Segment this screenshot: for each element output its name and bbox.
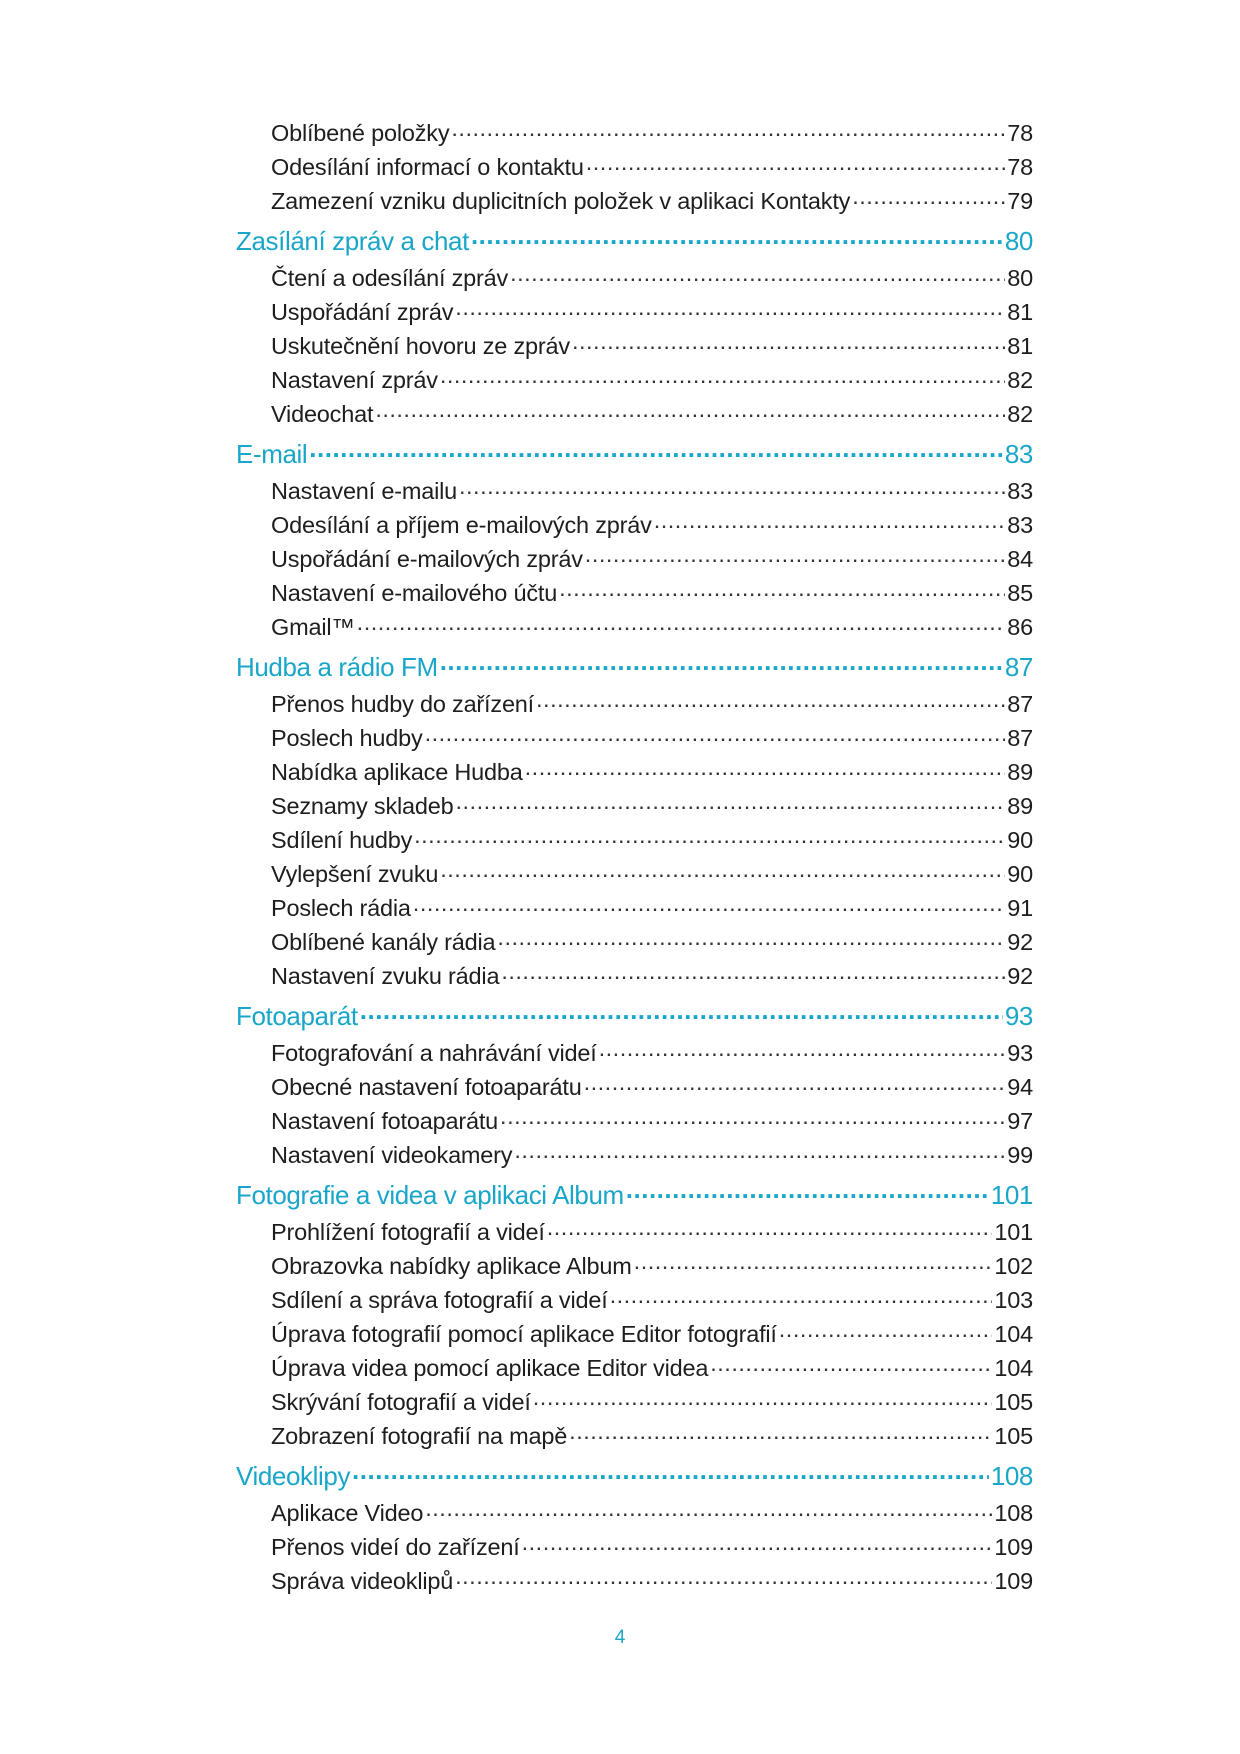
item-page-number: 83: [1007, 474, 1033, 508]
item-title: Odesílání a příjem e-mailových zpráv: [271, 508, 652, 542]
dot-leader: [634, 1251, 993, 1275]
toc-chapter-entry[interactable]: [236, 434, 1033, 474]
item-page-number: 87: [1007, 721, 1033, 755]
item-title: Oblíbené kanály rádia: [271, 925, 495, 959]
toc-item-entry[interactable]: [236, 610, 1033, 644]
dot-leader: [357, 612, 1006, 636]
item-page-number: 84: [1007, 542, 1033, 576]
item-title: Nastavení fotoaparátu: [271, 1104, 498, 1138]
item-page-number: 109: [994, 1530, 1033, 1564]
dot-leader: [352, 1459, 989, 1485]
page-number: 4: [614, 1627, 626, 1648]
toc-item-entry[interactable]: [236, 1070, 1033, 1104]
item-page-number: 93: [1007, 1036, 1033, 1070]
chapter-page-number: 87: [1005, 647, 1033, 687]
item-title: Odesílání informací o kontaktu: [271, 150, 584, 184]
dot-leader: [852, 186, 1005, 210]
toc-item-entry[interactable]: [236, 542, 1033, 576]
dot-leader: [626, 1178, 989, 1204]
item-title: Nastavení e-mailu: [271, 474, 457, 508]
item-title: Nastavení zvuku rádia: [271, 959, 499, 993]
item-page-number: 83: [1007, 508, 1033, 542]
toc-item-entry[interactable]: [236, 687, 1033, 721]
item-title: Uspořádání e-mailových zpráv: [271, 542, 583, 576]
toc-item-entry[interactable]: [236, 1530, 1033, 1564]
toc-section: [236, 116, 1033, 218]
dot-leader: [440, 859, 1005, 883]
toc-item-entry[interactable]: [236, 508, 1033, 542]
dot-leader: [599, 1038, 1006, 1062]
item-title: Úprava fotografií pomocí aplikace Editor fotografií: [271, 1317, 777, 1351]
item-title: Poslech rádia: [271, 891, 411, 925]
chapter-page-number: 93: [1005, 996, 1033, 1036]
toc-item-entry[interactable]: [236, 474, 1033, 508]
item-title: Nabídka aplikace Hudba: [271, 755, 523, 789]
item-page-number: 99: [1007, 1138, 1033, 1172]
item-title: Uspořádání zpráv: [271, 295, 453, 329]
item-title: Poslech hudby: [271, 721, 423, 755]
toc-item-entry[interactable]: [236, 576, 1033, 610]
item-title: Fotografování a nahrávání videí: [271, 1036, 597, 1070]
item-page-number: 80: [1007, 261, 1033, 295]
toc-section: [236, 1456, 1033, 1598]
chapter-title: Videoklipy: [236, 1456, 350, 1496]
item-page-number: 89: [1007, 755, 1033, 789]
toc-item-entry[interactable]: [236, 150, 1033, 184]
item-page-number: 91: [1007, 891, 1033, 925]
chapter-title: E-mail: [236, 434, 307, 474]
item-page-number: 109: [994, 1564, 1033, 1598]
item-page-number: 108: [994, 1496, 1033, 1530]
toc-item-entry[interactable]: [236, 789, 1033, 823]
toc-item-entry[interactable]: [236, 1104, 1033, 1138]
chapter-title: Hudba a rádio FM: [236, 647, 438, 687]
item-page-number: 78: [1007, 116, 1033, 150]
toc-section: [236, 996, 1033, 1172]
dot-leader: [451, 118, 1005, 142]
dot-leader: [654, 510, 1006, 534]
item-title: Skrývání fotografií a videí: [271, 1385, 531, 1419]
toc-item-entry[interactable]: [236, 1564, 1033, 1598]
toc-item-entry[interactable]: [236, 1036, 1033, 1070]
toc-item-entry[interactable]: [236, 184, 1033, 218]
item-page-number: 102: [994, 1249, 1033, 1283]
dot-leader: [569, 1421, 992, 1445]
item-title: Sdílení a správa fotografií a videí: [271, 1283, 608, 1317]
dot-leader: [425, 1498, 992, 1522]
dot-leader: [522, 1532, 993, 1556]
item-page-number: 82: [1007, 363, 1033, 397]
item-title: Správa videoklipů: [271, 1564, 453, 1598]
dot-leader: [440, 650, 1003, 676]
chapter-title: Fotografie a videa v aplikaci Album: [236, 1175, 624, 1215]
item-page-number: 92: [1007, 959, 1033, 993]
dot-leader: [547, 1217, 993, 1241]
item-title: Aplikace Video: [271, 1496, 423, 1530]
toc-chapter-entry[interactable]: [236, 996, 1033, 1036]
toc-item-entry[interactable]: [236, 1317, 1033, 1351]
chapter-page-number: 101: [991, 1175, 1033, 1215]
dot-leader: [360, 999, 1003, 1025]
item-page-number: 87: [1007, 687, 1033, 721]
dot-leader: [536, 689, 1005, 713]
toc-section: [236, 1175, 1033, 1453]
dot-leader: [585, 544, 1005, 568]
item-page-number: 81: [1007, 295, 1033, 329]
dot-leader: [497, 927, 1005, 951]
item-title: Videochat: [271, 397, 373, 431]
item-page-number: 81: [1007, 329, 1033, 363]
item-page-number: 101: [994, 1215, 1033, 1249]
toc-item-entry[interactable]: [236, 1351, 1033, 1385]
item-title: Oblíbené položky: [271, 116, 449, 150]
toc-item-entry[interactable]: [236, 329, 1033, 363]
toc-item-entry[interactable]: [236, 1283, 1033, 1317]
item-title: Sdílení hudby: [271, 823, 412, 857]
dot-leader: [572, 331, 1005, 355]
toc-item-entry[interactable]: [236, 116, 1033, 150]
dot-leader: [440, 365, 1005, 389]
item-page-number: 92: [1007, 925, 1033, 959]
item-title: Zamezení vzniku duplicitních položek v aplikaci Kontakty: [271, 184, 850, 218]
item-title: Vylepšení zvuku: [271, 857, 438, 891]
item-title: Uskutečnění hovoru ze zpráv: [271, 329, 570, 363]
toc-item-entry[interactable]: [236, 1215, 1033, 1249]
dot-leader: [375, 399, 1005, 423]
toc-item-entry[interactable]: [236, 363, 1033, 397]
item-title: Nastavení videokamery: [271, 1138, 512, 1172]
toc-item-entry[interactable]: [236, 397, 1033, 431]
toc-chapter-entry[interactable]: [236, 1456, 1033, 1496]
item-page-number: 90: [1007, 823, 1033, 857]
dot-leader: [514, 1140, 1005, 1164]
dot-leader: [586, 152, 1006, 176]
dot-leader: [501, 961, 1005, 985]
item-page-number: 86: [1007, 610, 1033, 644]
dot-leader: [533, 1387, 993, 1411]
dot-leader: [525, 757, 1006, 781]
item-page-number: 89: [1007, 789, 1033, 823]
item-page-number: 104: [994, 1317, 1033, 1351]
dot-leader: [455, 1566, 992, 1590]
item-title: Nastavení e-mailového účtu: [271, 576, 557, 610]
chapter-title: Zasílání zpráv a chat: [236, 221, 469, 261]
toc-item-entry[interactable]: [236, 1419, 1033, 1453]
item-title: Přenos videí do zařízení: [271, 1530, 520, 1564]
dot-leader: [559, 578, 1005, 602]
chapter-page-number: 83: [1005, 434, 1033, 474]
item-title: Gmail™: [271, 610, 355, 644]
item-title: Úprava videa pomocí aplikace Editor videa: [271, 1351, 708, 1385]
item-title: Obecné nastavení fotoaparátu: [271, 1070, 582, 1104]
dot-leader: [456, 791, 1006, 815]
dot-leader: [414, 825, 1005, 849]
item-title: Čtení a odesílání zpráv: [271, 261, 508, 295]
toc-item-entry[interactable]: [236, 295, 1033, 329]
dot-leader: [455, 297, 1005, 321]
toc-item-entry[interactable]: [236, 1385, 1033, 1419]
item-page-number: 94: [1007, 1070, 1033, 1104]
toc-section: [236, 434, 1033, 644]
item-page-number: 103: [994, 1283, 1033, 1317]
toc-chapter-entry[interactable]: [236, 1175, 1033, 1215]
dot-leader: [459, 476, 1005, 500]
dot-leader: [309, 437, 1003, 463]
toc-item-entry[interactable]: [236, 261, 1033, 295]
dot-leader: [779, 1319, 993, 1343]
chapter-title: Fotoaparát: [236, 996, 358, 1036]
item-title: Zobrazení fotografií na mapě: [271, 1419, 567, 1453]
toc-item-entry[interactable]: [236, 721, 1033, 755]
dot-leader: [510, 263, 1005, 287]
dot-leader: [710, 1353, 992, 1377]
item-page-number: 104: [994, 1351, 1033, 1385]
item-title: Přenos hudby do zařízení: [271, 687, 534, 721]
item-page-number: 105: [994, 1385, 1033, 1419]
chapter-page-number: 108: [991, 1456, 1033, 1496]
toc-item-entry[interactable]: [236, 755, 1033, 789]
dot-leader: [471, 224, 1003, 250]
dot-leader: [413, 893, 1005, 917]
toc-item-entry[interactable]: [236, 891, 1033, 925]
dot-leader: [610, 1285, 993, 1309]
toc-item-entry[interactable]: [236, 925, 1033, 959]
toc-item-entry[interactable]: [236, 1138, 1033, 1172]
toc-chapter-entry[interactable]: [236, 221, 1033, 261]
toc-item-entry[interactable]: [236, 857, 1033, 891]
table-of-contents: [236, 116, 1033, 1598]
item-page-number: 85: [1007, 576, 1033, 610]
item-title: Prohlížení fotografií a videí: [271, 1215, 545, 1249]
chapter-page-number: 80: [1005, 221, 1033, 261]
item-page-number: 97: [1007, 1104, 1033, 1138]
toc-section: [236, 221, 1033, 431]
item-page-number: 90: [1007, 857, 1033, 891]
item-title: Seznamy skladeb: [271, 789, 454, 823]
item-page-number: 82: [1007, 397, 1033, 431]
item-title: Obrazovka nabídky aplikace Album: [271, 1249, 632, 1283]
item-title: Nastavení zpráv: [271, 363, 438, 397]
toc-item-entry[interactable]: [236, 959, 1033, 993]
toc-section: [236, 647, 1033, 993]
dot-leader: [500, 1106, 1005, 1130]
toc-item-entry[interactable]: [236, 1496, 1033, 1530]
item-page-number: 78: [1007, 150, 1033, 184]
item-page-number: 79: [1007, 184, 1033, 218]
item-page-number: 105: [994, 1419, 1033, 1453]
dot-leader: [584, 1072, 1006, 1096]
dot-leader: [425, 723, 1006, 747]
toc-chapter-entry[interactable]: [236, 647, 1033, 687]
toc-item-entry[interactable]: [236, 823, 1033, 857]
toc-item-entry[interactable]: [236, 1249, 1033, 1283]
